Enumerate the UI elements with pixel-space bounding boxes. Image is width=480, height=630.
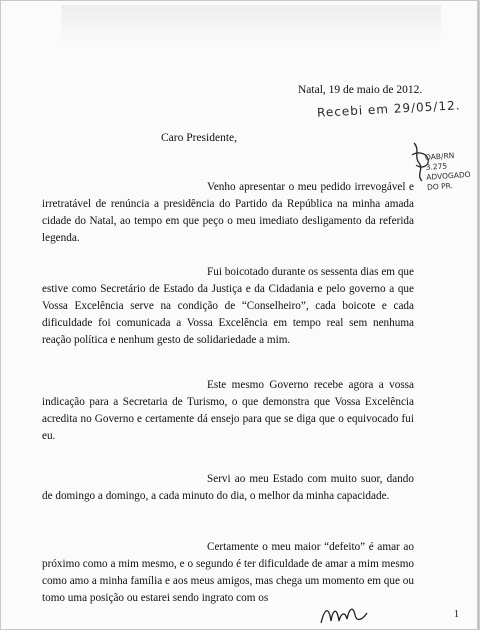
stamp-line: DO PR.: [426, 181, 454, 192]
scan-shadow: [61, 5, 441, 45]
handwritten-signature-mark: [319, 601, 369, 627]
paragraph-government: Este mesmo Governo recebe agora a vossa indicação para a Secretaria de Turismo, o que demonstra que Vossa Excelência acredita no Governo e certamente dá ensejo para que se diga que o equivocado fui eu.: [42, 379, 414, 442]
page-number: 1: [454, 609, 459, 620]
stamp-line: OAB/RN: [424, 150, 455, 162]
letter-date: Natal, 19 de maio de 2012.: [298, 84, 423, 96]
lawyer-stamp-note: [425, 149, 478, 193]
paragraph-boycott: Fui boicotado durante os sessenta dias em que estive como Secretário de Estado da Justiça e da Cidadania e pelo governo a que Vossa Excelência serve na condição de “Conselheiro”, cada boicote e cada dificuldade foi comunicada a Vossa Excelência em tempo real sem nenhuma reação política e nenhum gesto de solidariedade a mim.: [42, 266, 414, 346]
received-handwritten-note: Recebi em 29/05/12.: [316, 98, 461, 120]
stamp-line: ADVOGADO: [426, 169, 471, 182]
salutation: Caro Presidente,: [161, 132, 238, 144]
paragraph-defect: Certamente o meu maior “defeito” é amar ao próximo como a mim mesmo, e o segundo é ter dificuldade de amar a mim mesmo como amo a minha família e aos meus amigos, mas chega um momento em que ou tomo uma posição ou estarei sendo ingrato com os: [42, 541, 414, 604]
paragraph-service: Servi ao meu Estado com muito suor, dando de domingo a domingo, a cada minuto do dia, o melhor da minha capacidade.: [42, 473, 414, 502]
paragraph-resignation: Venho apresentar o meu pedido irrevogável e irretratável de renúncia a presidência do Partido da República na minha amada cidade do Natal, ao tempo em que peço o meu imediato desligamento da referida legenda.: [42, 181, 414, 244]
stamp-line: 3.275: [425, 161, 448, 172]
